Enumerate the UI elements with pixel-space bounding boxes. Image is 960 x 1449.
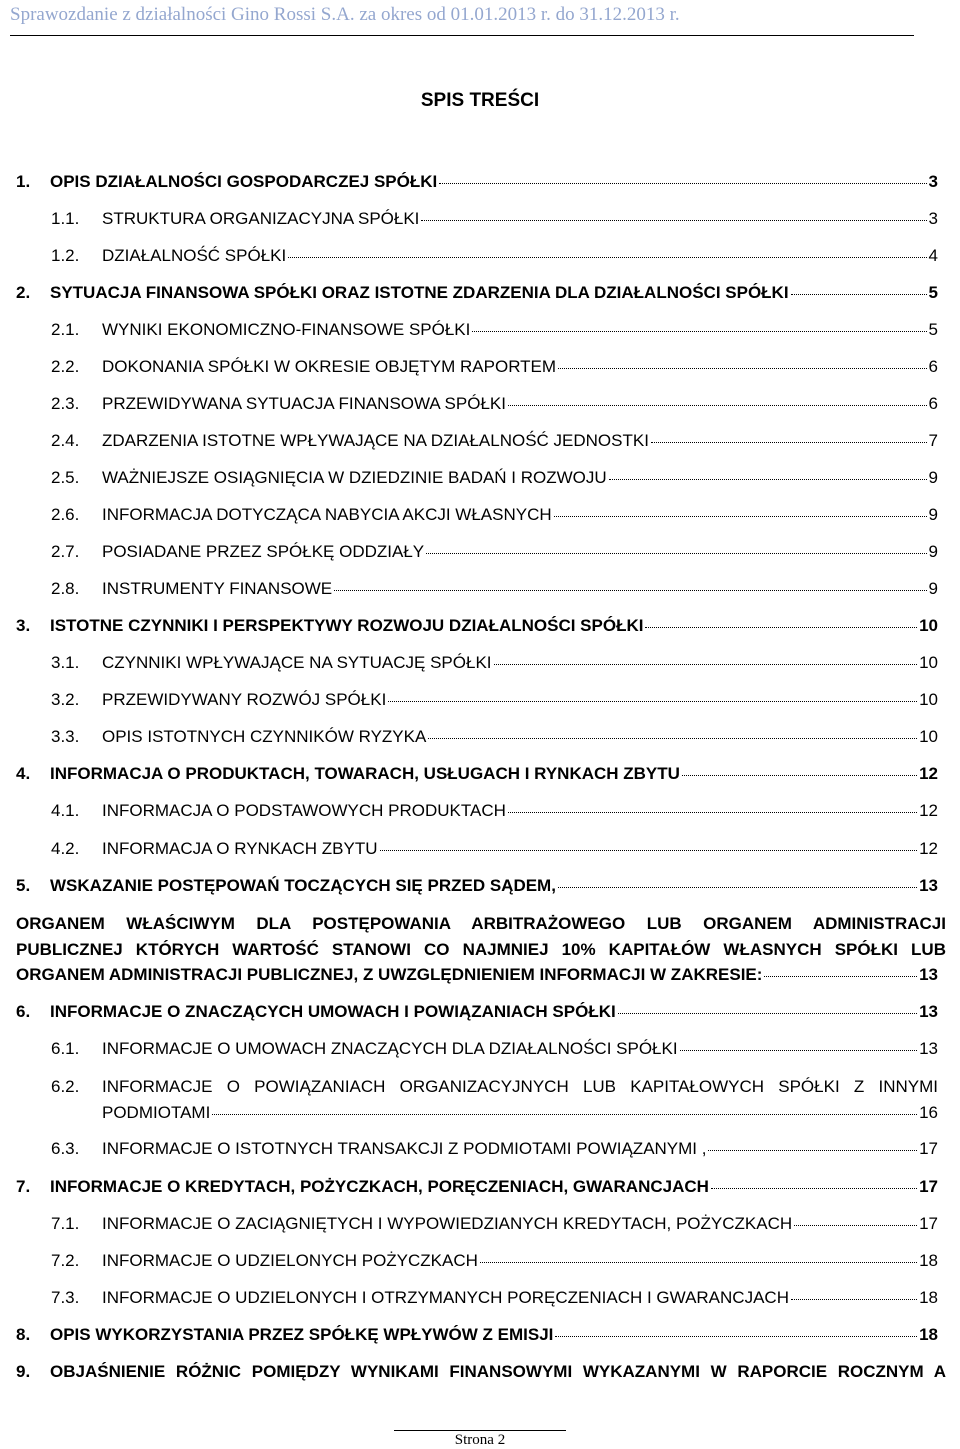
toc-entry-2-5[interactable]	[51, 466, 938, 490]
toc-entry-7[interactable]	[16, 1175, 938, 1199]
header-rule	[10, 35, 914, 36]
toc-number: 6.2.	[51, 1077, 80, 1096]
toc-page: 10	[919, 653, 938, 672]
toc-entry-1-1[interactable]	[51, 207, 938, 231]
toc-entry-5[interactable]	[16, 874, 938, 898]
toc-leader	[334, 590, 926, 591]
toc-page: 5	[928, 283, 938, 302]
toc-leader	[618, 1013, 917, 1014]
toc-number: 2.	[16, 283, 31, 302]
toc-number: 3.2.	[51, 690, 80, 709]
toc-number: 4.1.	[51, 801, 80, 820]
toc-leader	[651, 442, 927, 443]
toc-entry-1-2[interactable]	[51, 244, 938, 268]
toc-leader	[708, 1150, 917, 1151]
toc-leader	[288, 257, 926, 258]
toc-text-line: ORGANEM WŁAŚCIWYM DLA POSTĘPOWANIA ARBITRAŻOWEGO LUB ORGANEM ADMINISTRACJI	[16, 914, 946, 933]
toc-number: 2.8.	[51, 579, 80, 598]
toc-leader	[558, 368, 926, 369]
toc-entry-2-8[interactable]	[51, 577, 938, 601]
toc-leader	[212, 1114, 917, 1115]
toc-number: 6.	[16, 1002, 31, 1021]
toc-leader	[421, 220, 926, 221]
toc-text: PODMIOTAMI	[102, 1103, 211, 1122]
toc-leader	[791, 294, 927, 295]
toc-text: INFORMACJA O PRODUKTACH, TOWARACH, USŁUGACH I RYNKACH ZBYTU	[50, 764, 680, 783]
toc-leader	[508, 405, 927, 406]
toc-page: 12	[919, 801, 938, 820]
toc-text-line: PUBLICZNEJ KTÓRYCH WARTOŚĆ STANOWI CO NAJMNIEJ 10% KAPITAŁÓW WŁASNYCH SPÓŁKI LUB	[16, 940, 946, 959]
toc-page: 10	[919, 690, 938, 709]
toc-text: INFORMACJE O ZNACZĄCYCH UMOWACH I POWIĄZANIACH SPÓŁKI	[50, 1002, 616, 1021]
toc-text: INFORMACJA O PODSTAWOWYCH PRODUKTACH	[102, 801, 506, 820]
page-header	[0, 0, 960, 38]
toc-entry-2-6[interactable]	[51, 503, 938, 527]
toc-text: CZYNNIKI WPŁYWAJĄCE NA SYTUACJĘ SPÓŁKI	[102, 653, 492, 672]
toc-entry-2-4[interactable]	[51, 429, 938, 453]
toc-leader	[388, 701, 917, 702]
toc-page: 17	[919, 1177, 938, 1196]
toc-text: WSKAZANIE POSTĘPOWAŃ TOCZĄCYCH SIĘ PRZED SĄDEM,	[50, 876, 556, 895]
toc-entry-4-1[interactable]	[51, 799, 938, 823]
toc-page: 6	[928, 394, 938, 413]
toc-page: 18	[919, 1251, 938, 1270]
toc-entry-7-3[interactable]	[51, 1286, 938, 1310]
toc-entry-2-1[interactable]	[51, 318, 938, 342]
toc-page: 17	[919, 1214, 938, 1233]
toc-entry-6-2[interactable]	[51, 1074, 938, 1126]
toc-text: INFORMACJE O KREDYTACH, POŻYCZKACH, PORĘCZENIACH, GWARANCJACH	[50, 1177, 709, 1196]
toc-entry-1[interactable]	[16, 170, 938, 194]
toc-entry-6[interactable]	[16, 1000, 938, 1024]
toc-number: 6.1.	[51, 1039, 80, 1058]
toc-entry-3[interactable]	[16, 614, 938, 638]
toc-number: 1.1.	[51, 209, 80, 228]
toc-text: INFORMACJE O UDZIELONYCH I OTRZYMANYCH PORĘCZENIACH I GWARANCJACH	[102, 1288, 789, 1307]
toc-text: DZIAŁALNOŚĆ SPÓŁKI	[102, 246, 287, 265]
toc-number: 6.3.	[51, 1139, 80, 1158]
toc-page: 16	[919, 1103, 938, 1122]
toc-leader	[426, 553, 926, 554]
page-number: Strona 2	[454, 1432, 506, 1448]
toc-page: 13	[919, 965, 938, 984]
toc-page: 13	[919, 1002, 938, 1021]
toc-entry-9[interactable]	[16, 1360, 946, 1384]
toc-text: OPIS WYKORZYSTANIA PRZEZ SPÓŁKĘ WPŁYWÓW Z EMISJI	[50, 1325, 554, 1344]
toc-text: DOKONANIA SPÓŁKI W OKRESIE OBJĘTYM RAPORTEM	[102, 357, 557, 376]
toc-text: INFORMACJE O UMOWACH ZNACZĄCYCH DLA DZIAŁALNOŚCI SPÓŁKI	[102, 1039, 678, 1058]
toc-text: SYTUACJA FINANSOWA SPÓŁKI ORAZ ISTOTNE ZDARZENIA DLA DZIAŁALNOŚCI SPÓŁKI	[50, 283, 789, 302]
toc-page: 13	[919, 1039, 938, 1058]
toc-page: 18	[919, 1288, 938, 1307]
toc-text: INFORMACJE O POWIĄZANIACH ORGANIZACYJNYCH LUB KAPITAŁOWYCH SPÓŁKI Z INNYMI	[102, 1077, 938, 1096]
toc-leader	[609, 479, 927, 480]
toc-number: 4.2.	[51, 839, 80, 858]
toc-text: INFORMACJA DOTYCZĄCA NABYCIA AKCJI WŁASNYCH	[102, 505, 552, 524]
toc-page: 13	[919, 876, 938, 895]
toc-leader	[554, 516, 927, 517]
toc-leader	[680, 1050, 918, 1051]
toc-number: 7.2.	[51, 1251, 80, 1270]
toc-number: 7.3.	[51, 1288, 80, 1307]
toc-entry-3-2[interactable]	[51, 688, 938, 712]
toc-number: 4.	[16, 764, 31, 783]
toc-number: 2.4.	[51, 431, 80, 450]
toc-leader	[791, 1299, 917, 1300]
toc-page: 6	[928, 357, 938, 376]
toc-entry-5-continuation[interactable]	[16, 911, 946, 963]
toc-number: 9.	[16, 1362, 31, 1381]
toc-leader	[764, 976, 917, 977]
toc-page: 3	[928, 209, 938, 228]
toc-leader	[439, 183, 926, 184]
toc-entry-8[interactable]	[16, 1323, 938, 1347]
toc-page: 17	[919, 1139, 938, 1158]
toc-page: 4	[928, 246, 938, 265]
toc-entry-2-7[interactable]	[51, 540, 938, 564]
toc-leader	[555, 1336, 917, 1337]
toc-text: WAŻNIEJSZE OSIĄGNIĘCIA W DZIEDZINIE BADAŃ I ROZWOJU	[102, 468, 607, 487]
toc-number: 2.1.	[51, 320, 80, 339]
toc-text: OBJAŚNIENIE RÓŻNIC POMIĘDZY WYNIKAMI FINANSOWYMI WYKAZANYMI W RAPORCIE ROCZNYM A	[50, 1362, 946, 1381]
toc-leader	[472, 331, 926, 332]
toc-entry-5-continuation-last[interactable]	[16, 963, 938, 987]
toc-text: INFORMACJE O ISTOTNYCH TRANSAKCJI Z PODMIOTAMI POWIĄZANYMI ,	[102, 1139, 707, 1158]
toc-number: 8.	[16, 1325, 31, 1344]
toc-page: 10	[919, 616, 938, 635]
toc-leader	[682, 775, 917, 776]
toc-entry-6-3[interactable]	[51, 1137, 938, 1161]
toc-entry-7-1[interactable]	[51, 1212, 938, 1236]
toc-page: 9	[928, 468, 938, 487]
toc-entry-4-2[interactable]	[51, 837, 938, 861]
toc-number: 1.2.	[51, 246, 80, 265]
toc-leader	[380, 850, 918, 851]
toc-number: 3.	[16, 616, 31, 635]
toc-text: ZDARZENIA ISTOTNE WPŁYWAJĄCE NA DZIAŁALNOŚĆ JEDNOSTKI	[102, 431, 649, 450]
toc-leader	[558, 887, 917, 888]
toc-page: 10	[919, 727, 938, 746]
toc-number: 2.7.	[51, 542, 80, 561]
toc-entry-6-1[interactable]	[51, 1037, 938, 1061]
toc-number: 3.3.	[51, 727, 80, 746]
toc-leader	[480, 1262, 917, 1263]
toc-text: OPIS DZIAŁALNOŚCI GOSPODARCZEJ SPÓŁKI	[50, 172, 438, 191]
toc-text: WYNIKI EKONOMICZNO-FINANSOWE SPÓŁKI	[102, 320, 471, 339]
toc-text: ORGANEM ADMINISTRACJI PUBLICZNEJ, Z UWZGLĘDNIENIEM INFORMACJI W ZAKRESIE:	[16, 965, 763, 984]
toc-page: 9	[928, 542, 938, 561]
toc-text: INSTRUMENTY FINANSOWE	[102, 579, 333, 598]
toc-number: 5.	[16, 876, 31, 895]
toc-leader	[428, 738, 917, 739]
toc-entry-2-3[interactable]	[51, 392, 938, 416]
toc-page: 3	[928, 172, 938, 191]
toc-leader	[645, 627, 917, 628]
toc-text: ISTOTNE CZYNNIKI I PERSPEKTYWY ROZWOJU DZIAŁALNOŚCI SPÓŁKI	[50, 616, 644, 635]
toc-number: 7.	[16, 1177, 31, 1196]
toc-number: 2.3.	[51, 394, 80, 413]
footer-rule	[394, 1430, 566, 1431]
toc-number: 7.1.	[51, 1214, 80, 1233]
header-text: Sprawozdanie z działalności Gino Rossi S.A. za okres od 01.01.2013 r. do 31.12.2013 r.	[10, 4, 680, 25]
toc-text: POSIADANE PRZEZ SPÓŁKĘ ODDZIAŁY	[102, 542, 425, 561]
toc-page: 7	[928, 431, 938, 450]
toc-leader	[711, 1188, 917, 1189]
toc-leader	[494, 664, 918, 665]
toc-entry-3-1[interactable]	[51, 651, 938, 675]
toc-text: INFORMACJE O UDZIELONYCH POŻYCZKACH	[102, 1251, 478, 1270]
toc-text: OPIS ISTOTNYCH CZYNNIKÓW RYZYKA	[102, 727, 427, 746]
toc-entry-2-2[interactable]	[51, 355, 938, 379]
toc-number: 2.5.	[51, 468, 80, 487]
toc-text: PRZEWIDYWANA SYTUACJA FINANSOWA SPÓŁKI	[102, 394, 506, 413]
toc-number: 2.6.	[51, 505, 80, 524]
toc-page: 9	[928, 579, 938, 598]
toc-number: 3.1.	[51, 653, 80, 672]
toc-page: 18	[919, 1325, 938, 1344]
page-footer	[0, 1430, 960, 1449]
toc-text: INFORMACJA O RYNKACH ZBYTU	[102, 839, 378, 858]
toc-page: 5	[928, 320, 938, 339]
toc-page: 9	[928, 505, 938, 524]
toc-page: 12	[919, 839, 938, 858]
toc-leader	[508, 812, 917, 813]
toc-number: 2.2.	[51, 357, 80, 376]
toc-title: SPIS TREŚCI	[420, 90, 540, 111]
toc-text: PRZEWIDYWANY ROZWÓJ SPÓŁKI	[102, 690, 387, 709]
toc-number: 1.	[16, 172, 31, 191]
toc-entry-2[interactable]	[16, 281, 938, 305]
toc-text: INFORMACJE O ZACIĄGNIĘTYCH I WYPOWIEDZIANYCH KREDYTACH, POŻYCZKACH	[102, 1214, 793, 1233]
toc-page: 12	[919, 764, 938, 783]
toc-entry-3-3[interactable]	[51, 725, 938, 749]
toc-entry-7-2[interactable]	[51, 1249, 938, 1273]
toc-leader	[794, 1225, 917, 1226]
toc-text: STRUKTURA ORGANIZACYJNA SPÓŁKI	[102, 209, 420, 228]
toc-entry-4[interactable]	[16, 762, 938, 786]
